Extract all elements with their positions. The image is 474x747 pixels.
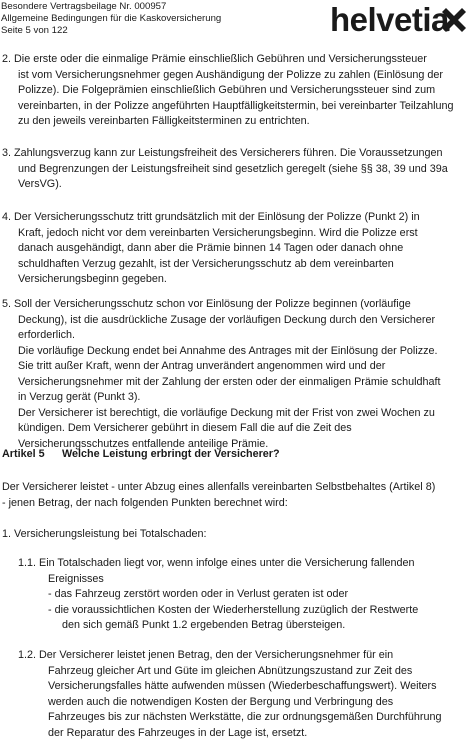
paragraph-line: ist vom Versicherungsnehmer gegen Aushändigung der Polizze zu zahlen (Einlösung der	[18, 68, 443, 81]
paragraph-line: 4. Der Versicherungsschutz tritt grundsätzlich mit der Einlösung der Polizze (Punkt 2) in	[2, 211, 420, 223]
paragraph-line: vereinbarten, in der Polizze angeführten Hauptfälligkeitstermin, bei vereinbarter Teilzahlung	[18, 99, 454, 112]
sub-list-line: werden auch die notwendigen Kosten der Bergung und Verbringung des	[48, 695, 394, 708]
sub-list-line: Ereignisses	[48, 572, 104, 585]
paragraph-line: - jenen Betrag, der nach folgenden Punkten berechnet wird:	[2, 496, 288, 509]
sub-list-line: 1.2. Der Versicherer leistet jenen Betrag, den der Versicherungsnehmer für ein	[18, 649, 394, 661]
header-line-1: Besondere Vertragsbeilage Nr. 000957	[1, 1, 167, 12]
cross-logo-icon	[440, 6, 468, 34]
paragraph-line: Kraft, jedoch nicht vor dem vereinbarten Versicherungsbeginn. Wird die Polizze erst	[18, 226, 418, 239]
paragraph-line: 2. Die erste oder die einmalige Prämie einschließlich Gebühren und Versicherungssteuer	[2, 53, 427, 65]
sub-list-line: 1.1. Ein Totalschaden liegt vor, wenn infolge eines unter die Versicherung fallenden	[18, 557, 415, 569]
paragraph-line: kündigen. Dem Versicherer gebührt in diesem Fall die auf die Zeit des	[18, 422, 352, 434]
header-line-3: Seite 5 von 122	[1, 25, 68, 36]
paragraph-line: Versicherungsschutzes entfallende anteilige Prämie.	[18, 437, 269, 450]
sub-list-line: - das Fahrzeug zerstört worden oder in Verlust geraten ist oder	[48, 588, 349, 600]
paragraph-line: Versicherungsnehmer mit der Zahlung der ersten oder der einmaligen Prämie schuldhaft	[18, 375, 441, 388]
article-title: Welche Leistung erbringt der Versicherer?	[62, 448, 280, 460]
sub-list-line: - die voraussichtlichen Kosten der Wiederherstellung zuzüglich der Restwerte	[48, 603, 419, 616]
helvetia-logo	[330, 2, 472, 38]
paragraph-line: erforderlich.	[18, 329, 76, 341]
sub-list-line: der Reparatur des Fahrzeuges in der Lage ist, ersetzt.	[48, 726, 308, 739]
paragraph-line: schuldhaften Verzug gezahlt, ist der Versicherungsschutz ab dem vereinbarten	[18, 257, 394, 270]
paragraph-line: und Begrenzungen der Leistungsfreiheit sind gesetzlich geregelt (siehe §§ 38, 39 und 39a	[18, 162, 448, 175]
paragraph-line: Versicherungsbeginn gegeben.	[18, 273, 167, 285]
header-line-2: Allgemeine Bedingungen für die Kaskoversicherung	[1, 13, 222, 24]
paragraph-line: Polizze). Die Folgeprämien einschließlich Gebühren und Versicherungssteuer sind zum	[18, 84, 436, 96]
paragraph-line: zu den jeweils vereinbarten Fälligkeitsterminen zu entrichten.	[18, 115, 310, 127]
paragraph-line: Der Versicherer leistet - unter Abzug eines allenfalls vereinbarten Selbstbehaltes (Artikel 8)	[2, 481, 436, 493]
sub-list-line: Versicherungsfalles hätte aufwenden müssen (Wiederbeschaffungswert). Weiters	[48, 680, 437, 692]
paragraph-line: danach ausgehändigt, dann aber die Prämie binnen 14 Tagen oder danach ohne	[18, 242, 404, 254]
paragraph-line: in Verzug gerät (Punkt 3).	[18, 391, 141, 403]
article-number: Artikel 5	[2, 448, 45, 460]
paragraph-line: 5. Soll der Versicherungsschutz schon vor Einlösung der Polizze beginnen (vorläufige	[2, 298, 411, 310]
paragraph-line: Sie tritt außer Kraft, wenn der Antrag unverändert angenommen wird und der	[18, 360, 386, 372]
paragraph-line: Die vorläufige Deckung endet bei Annahme des Antrages mit der Einlösung der Polizze.	[18, 344, 438, 357]
paragraph-line: VersVG).	[18, 178, 62, 190]
sub-list-line: Fahrzeug gleicher Art und Güte im gleichen Abnützungszustand zur Zeit des	[48, 664, 413, 677]
paragraph-line: 3. Zahlungsverzug kann zur Leistungsfreiheit des Versicherers führen. Die Voraussetzungen	[2, 147, 443, 159]
sub-list-line: den sich gemäß Punkt 1.2 ergebenden Betrag übersteigen.	[62, 619, 346, 631]
page-header	[0, 0, 474, 44]
sub-list-line: Fahrzeuges bis zur nächsten Werkstätte, die zur ordnungsgemäßen Durchführung	[48, 711, 442, 723]
list-item: 1. Versicherungsleistung bei Totalschaden:	[2, 528, 207, 540]
paragraph-line: Deckung), ist die ausdrückliche Zusage der vorläufigen Deckung durch den Versicherer	[18, 313, 436, 326]
logo-wordmark: helvetia	[330, 1, 449, 38]
paragraph-line: Der Versicherer ist berechtigt, die vorläufige Deckung mit der Frist von zwei Wochen zu	[18, 406, 435, 419]
